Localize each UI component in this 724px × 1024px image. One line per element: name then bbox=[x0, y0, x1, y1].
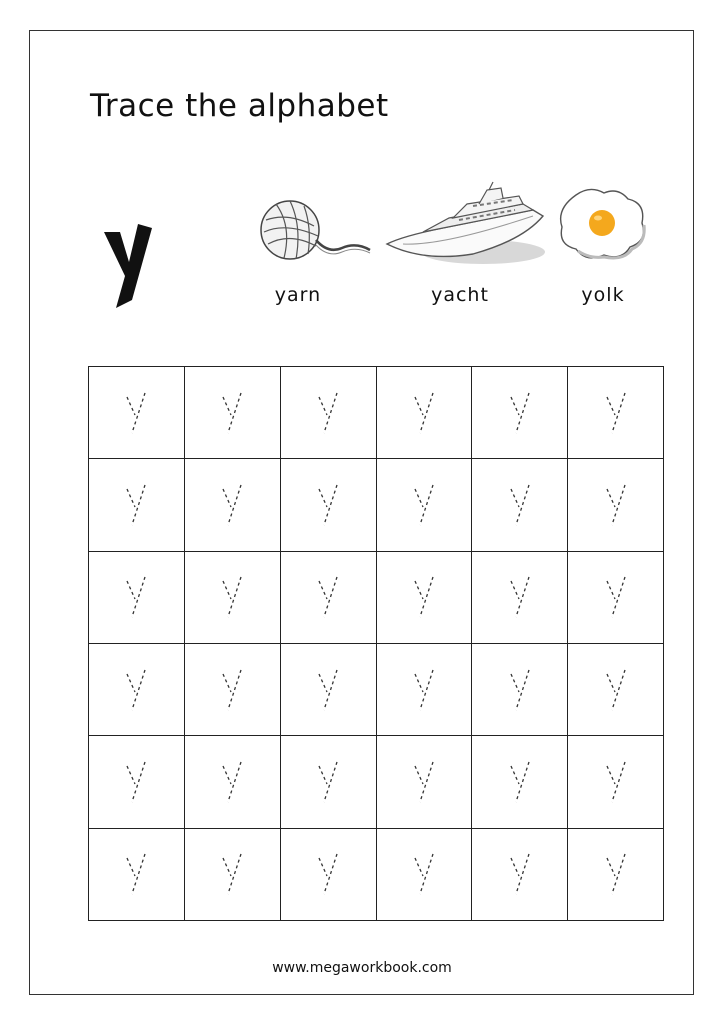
dashed-letter-y bbox=[413, 575, 435, 619]
caption-yolk: yolk bbox=[581, 284, 625, 306]
trace-cell[interactable] bbox=[281, 552, 377, 644]
dashed-letter-y bbox=[509, 668, 531, 712]
dashed-letter-y bbox=[509, 483, 531, 527]
dashed-letter-y bbox=[317, 760, 339, 804]
trace-cell[interactable] bbox=[89, 459, 185, 551]
trace-cell[interactable] bbox=[377, 736, 473, 828]
dashed-letter-y bbox=[509, 760, 531, 804]
dashed-letter-y bbox=[125, 668, 147, 712]
dashed-letter-y bbox=[221, 483, 243, 527]
caption-yarn: yarn bbox=[274, 284, 322, 306]
trace-cell[interactable] bbox=[89, 829, 185, 921]
trace-cell[interactable] bbox=[472, 459, 568, 551]
trace-cell[interactable] bbox=[568, 736, 664, 828]
caption-yacht: yacht bbox=[431, 284, 489, 306]
dashed-letter-y bbox=[413, 760, 435, 804]
trace-cell[interactable] bbox=[89, 736, 185, 828]
dashed-letter-y bbox=[317, 852, 339, 896]
dashed-letter-y bbox=[125, 575, 147, 619]
trace-cell[interactable] bbox=[281, 367, 377, 459]
trace-cell[interactable] bbox=[281, 736, 377, 828]
trace-cell[interactable] bbox=[185, 829, 281, 921]
dashed-letter-y bbox=[221, 575, 243, 619]
page-title: Trace the alphabet bbox=[90, 88, 389, 124]
trace-cell[interactable] bbox=[472, 552, 568, 644]
dashed-letter-y bbox=[413, 668, 435, 712]
dashed-letter-y bbox=[413, 852, 435, 896]
trace-cell[interactable] bbox=[568, 459, 664, 551]
trace-cell[interactable] bbox=[185, 736, 281, 828]
trace-cell[interactable] bbox=[281, 459, 377, 551]
dashed-letter-y bbox=[317, 575, 339, 619]
trace-cell[interactable] bbox=[281, 644, 377, 736]
dashed-letter-y bbox=[413, 483, 435, 527]
trace-cell[interactable] bbox=[568, 829, 664, 921]
yarn-ball-icon bbox=[258, 196, 376, 266]
dashed-letter-y bbox=[413, 391, 435, 435]
dashed-letter-y bbox=[317, 668, 339, 712]
dashed-letter-y bbox=[221, 760, 243, 804]
dashed-letter-y bbox=[221, 668, 243, 712]
fried-egg-icon bbox=[556, 185, 648, 263]
dashed-letter-y bbox=[221, 852, 243, 896]
dashed-letter-y bbox=[509, 852, 531, 896]
big-letter-y bbox=[98, 214, 158, 314]
dashed-letter-y bbox=[125, 483, 147, 527]
trace-cell[interactable] bbox=[472, 736, 568, 828]
trace-cell[interactable] bbox=[281, 829, 377, 921]
dashed-letter-y bbox=[605, 483, 627, 527]
dashed-letter-y bbox=[605, 852, 627, 896]
dashed-letter-y bbox=[605, 575, 627, 619]
trace-cell[interactable] bbox=[89, 644, 185, 736]
dashed-letter-y bbox=[125, 852, 147, 896]
trace-cell[interactable] bbox=[472, 367, 568, 459]
trace-cell[interactable] bbox=[568, 367, 664, 459]
trace-cell[interactable] bbox=[185, 644, 281, 736]
trace-cell[interactable] bbox=[472, 644, 568, 736]
dashed-letter-y bbox=[605, 391, 627, 435]
dashed-letter-y bbox=[509, 391, 531, 435]
dashed-letter-y bbox=[605, 668, 627, 712]
trace-cell[interactable] bbox=[89, 552, 185, 644]
yacht-icon bbox=[383, 180, 555, 280]
trace-cell[interactable] bbox=[377, 459, 473, 551]
tracing-grid bbox=[88, 366, 664, 921]
dashed-letter-y bbox=[509, 575, 531, 619]
trace-cell[interactable] bbox=[185, 367, 281, 459]
dashed-letter-y bbox=[605, 760, 627, 804]
trace-cell[interactable] bbox=[472, 829, 568, 921]
trace-cell[interactable] bbox=[185, 459, 281, 551]
trace-cell[interactable] bbox=[377, 644, 473, 736]
dashed-letter-y bbox=[317, 483, 339, 527]
dashed-letter-y bbox=[125, 391, 147, 435]
trace-cell[interactable] bbox=[377, 552, 473, 644]
dashed-letter-y bbox=[317, 391, 339, 435]
trace-cell[interactable] bbox=[89, 367, 185, 459]
trace-cell[interactable] bbox=[185, 552, 281, 644]
footer-website: www.megaworkbook.com bbox=[272, 960, 452, 976]
trace-cell[interactable] bbox=[377, 829, 473, 921]
trace-cell[interactable] bbox=[568, 644, 664, 736]
trace-cell[interactable] bbox=[568, 552, 664, 644]
trace-cell[interactable] bbox=[377, 367, 473, 459]
dashed-letter-y bbox=[125, 760, 147, 804]
dashed-letter-y bbox=[221, 391, 243, 435]
